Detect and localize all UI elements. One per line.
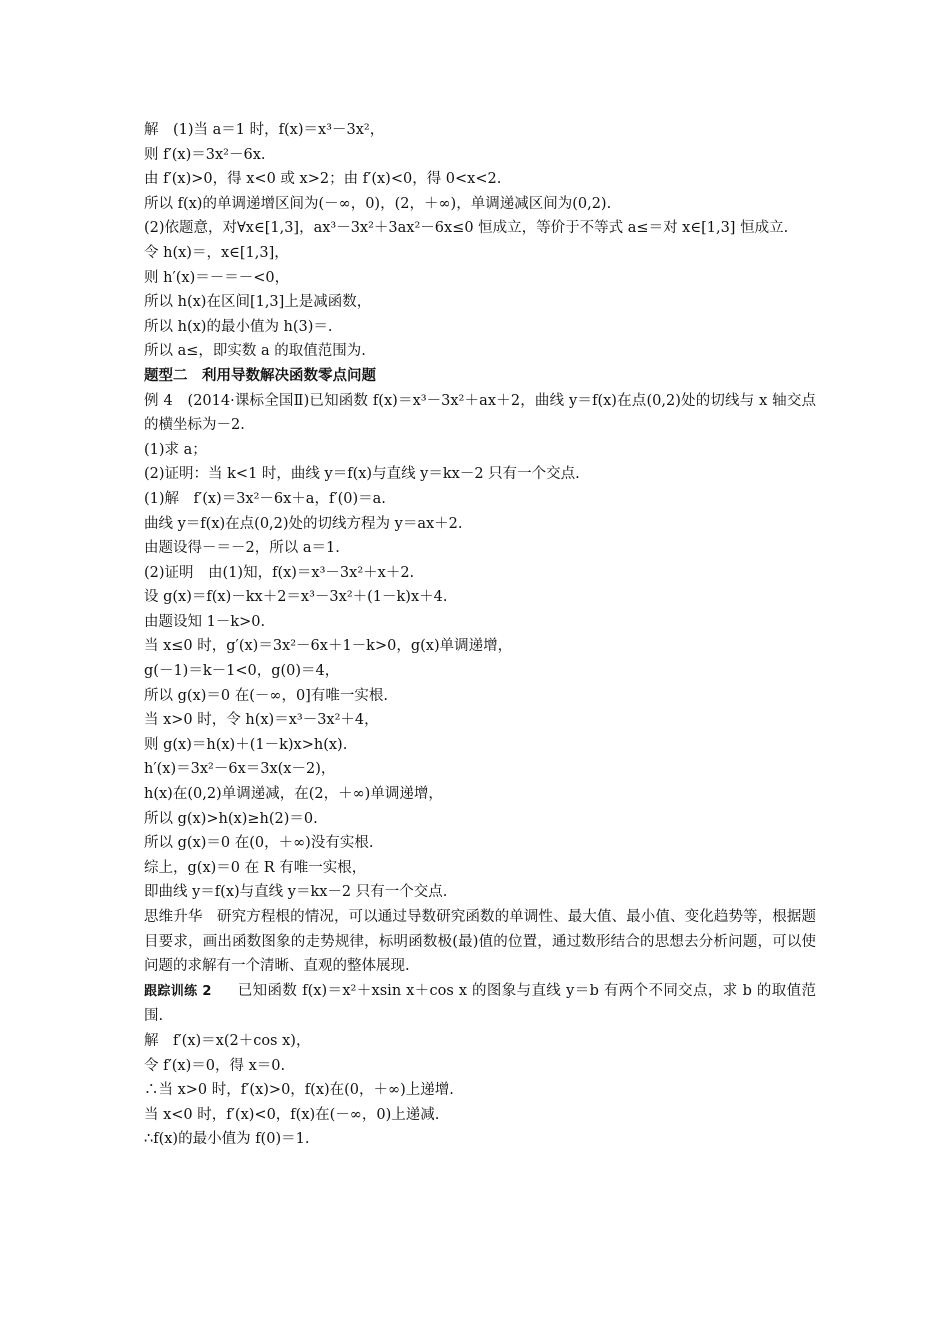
text-line [144, 880, 816, 905]
text-line [144, 1127, 816, 1152]
line-text: 由 f′(x)>0，得 x<0 或 x>2；由 f′(x)<0，得 0<x<2. [144, 171, 502, 188]
line-text: 题型二 利用导数解决函数零点问题 [144, 367, 376, 384]
line-text: 所以 g(x)＝0 在(－∞，0]有唯一实根. [144, 687, 388, 704]
line-text: 即曲线 y＝f(x)与直线 y＝kx－2 只有一个交点. [144, 884, 448, 901]
line-text: 综上，g(x)＝0 在 R 有唯一实根， [144, 859, 367, 876]
text-line [144, 561, 816, 586]
text-line [144, 266, 816, 291]
text-line [144, 757, 816, 782]
text-line [144, 143, 816, 168]
line-text: 解 f′(x)＝x(2＋cos x)， [144, 1032, 311, 1049]
line-text: 当 x≤0 时，g′(x)＝3x²－6x＋1－k>0，g(x)单调递增， [144, 638, 513, 655]
line-text: 则 g(x)＝h(x)＋(1－k)x>h(x). [144, 736, 348, 753]
text-line [144, 1029, 816, 1054]
text-line [144, 462, 816, 487]
text-line [144, 659, 816, 684]
text-line [144, 905, 816, 979]
line-text: h(x)在(0,2)单调递减，在(2，＋∞)单调递增， [144, 786, 443, 803]
text-line [144, 118, 816, 143]
text-line [144, 807, 816, 832]
text-line [144, 241, 816, 266]
line-text: 所以 h(x)的最小值为 h(3)＝. [144, 318, 333, 335]
line-text: 曲线 y＝f(x)在点(0,2)处的切线方程为 y＝ax＋2. [144, 515, 463, 532]
line-text: (2)依题意，对∀x∈[1,3]，ax³－3x²＋3ax²－6x≤0 恒成立，等价于不等式 a≤＝对 x∈[1,3] 恒成立. [144, 220, 789, 237]
text-line [144, 610, 816, 635]
text-line [144, 733, 816, 758]
section-heading [144, 364, 816, 389]
exercise-badge: 跟踪训练 2 [144, 983, 212, 999]
line-text: 已知函数 f(x)＝x²＋xsin x＋cos x 的图象与直线 y＝b 有两个不同交点，求 b 的取值范围. [144, 982, 816, 1025]
text-line [144, 782, 816, 807]
text-line [144, 1054, 816, 1079]
line-text: 所以 h(x)在区间[1,3]上是减函数， [144, 294, 372, 311]
line-text: 例 4 (2014·课标全国Ⅱ)已知函数 f(x)＝x³－3x²＋ax＋2，曲线 y＝f(x)在点(0,2)处的切线与 x 轴交点的横坐标为－2. [144, 392, 816, 434]
line-text: ∴当 x>0 时，f′(x)>0，f(x)在(0，＋∞)上递增. [144, 1082, 454, 1099]
text-line [144, 438, 816, 463]
line-text: 当 x>0 时，令 h(x)＝x³－3x²＋4， [144, 712, 379, 729]
text-line [144, 708, 816, 733]
line-text: 解 (1)当 a＝1 时，f(x)＝x³－3x²， [144, 122, 385, 138]
text-line [144, 856, 816, 881]
text-line [144, 512, 816, 537]
text-line [144, 684, 816, 709]
text-line [144, 389, 816, 438]
line-text: 当 x<0 时，f′(x)<0，f(x)在(－∞，0)上递减. [144, 1106, 440, 1123]
text-line [144, 339, 816, 364]
text-line [144, 216, 816, 241]
line-text: 所以 a≤，即实数 a 的取值范围为. [144, 343, 366, 360]
line-text: (1)解 f′(x)＝3x²－6x＋a，f′(0)＝a. [144, 490, 386, 507]
text-line [144, 634, 816, 659]
line-text: 所以 g(x)＝0 在(0，＋∞)没有实根. [144, 835, 374, 852]
text-line [144, 290, 816, 315]
text-line [144, 536, 816, 561]
line-text: h′(x)＝3x²－6x＝3x(x－2)， [144, 761, 336, 778]
text-line [144, 487, 816, 512]
text-line [144, 1078, 816, 1103]
text-line [144, 167, 816, 192]
line-text: (2)证明 由(1)知，f(x)＝x³－3x²＋x＋2. [144, 564, 415, 581]
line-text: 由题设得－＝－2，所以 a＝1. [144, 540, 340, 557]
line-text: (2)证明：当 k<1 时，曲线 y＝f(x)与直线 y＝kx－2 只有一个交点. [144, 466, 580, 483]
line-text: 思维升华 研究方程根的情况，可以通过导数研究函数的单调性、最大值、最小值、变化趋势等，根据题目要求，画出函数图象的走势规律，标明函数极(最)值的位置，通过数形结合的思想去分析问题，可以使问题的求解有一个清晰、直观的整体展现. [144, 909, 816, 975]
text-line [144, 192, 816, 217]
line-text: 所以 g(x)>h(x)≥h(2)＝0. [144, 810, 318, 827]
line-text: 由题设知 1－k>0. [144, 613, 266, 630]
line-text: g(－1)＝k－1<0，g(0)＝4， [144, 663, 340, 680]
text-line [144, 831, 816, 856]
text-line [144, 585, 816, 610]
document-body [144, 118, 816, 1152]
line-text: (1)求 a； [144, 441, 207, 458]
line-text: 则 h′(x)＝－＝－<0， [144, 269, 290, 286]
text-line [144, 979, 816, 1029]
text-line [144, 1103, 816, 1128]
line-text: ∴f(x)的最小值为 f(0)＝1. [144, 1131, 310, 1148]
line-text: 所以 f(x)的单调递增区间为(－∞，0)，(2，＋∞)，单调递减区间为(0,2). [144, 195, 612, 212]
line-text: 令 f′(x)＝0，得 x＝0. [144, 1057, 286, 1074]
line-text: 则 f′(x)＝3x²－6x. [144, 146, 266, 163]
line-text: 设 g(x)＝f(x)－kx＋2＝x³－3x²＋(1－k)x＋4. [144, 589, 448, 606]
line-text: 令 h(x)＝，x∈[1,3]， [144, 244, 289, 261]
text-line [144, 315, 816, 340]
